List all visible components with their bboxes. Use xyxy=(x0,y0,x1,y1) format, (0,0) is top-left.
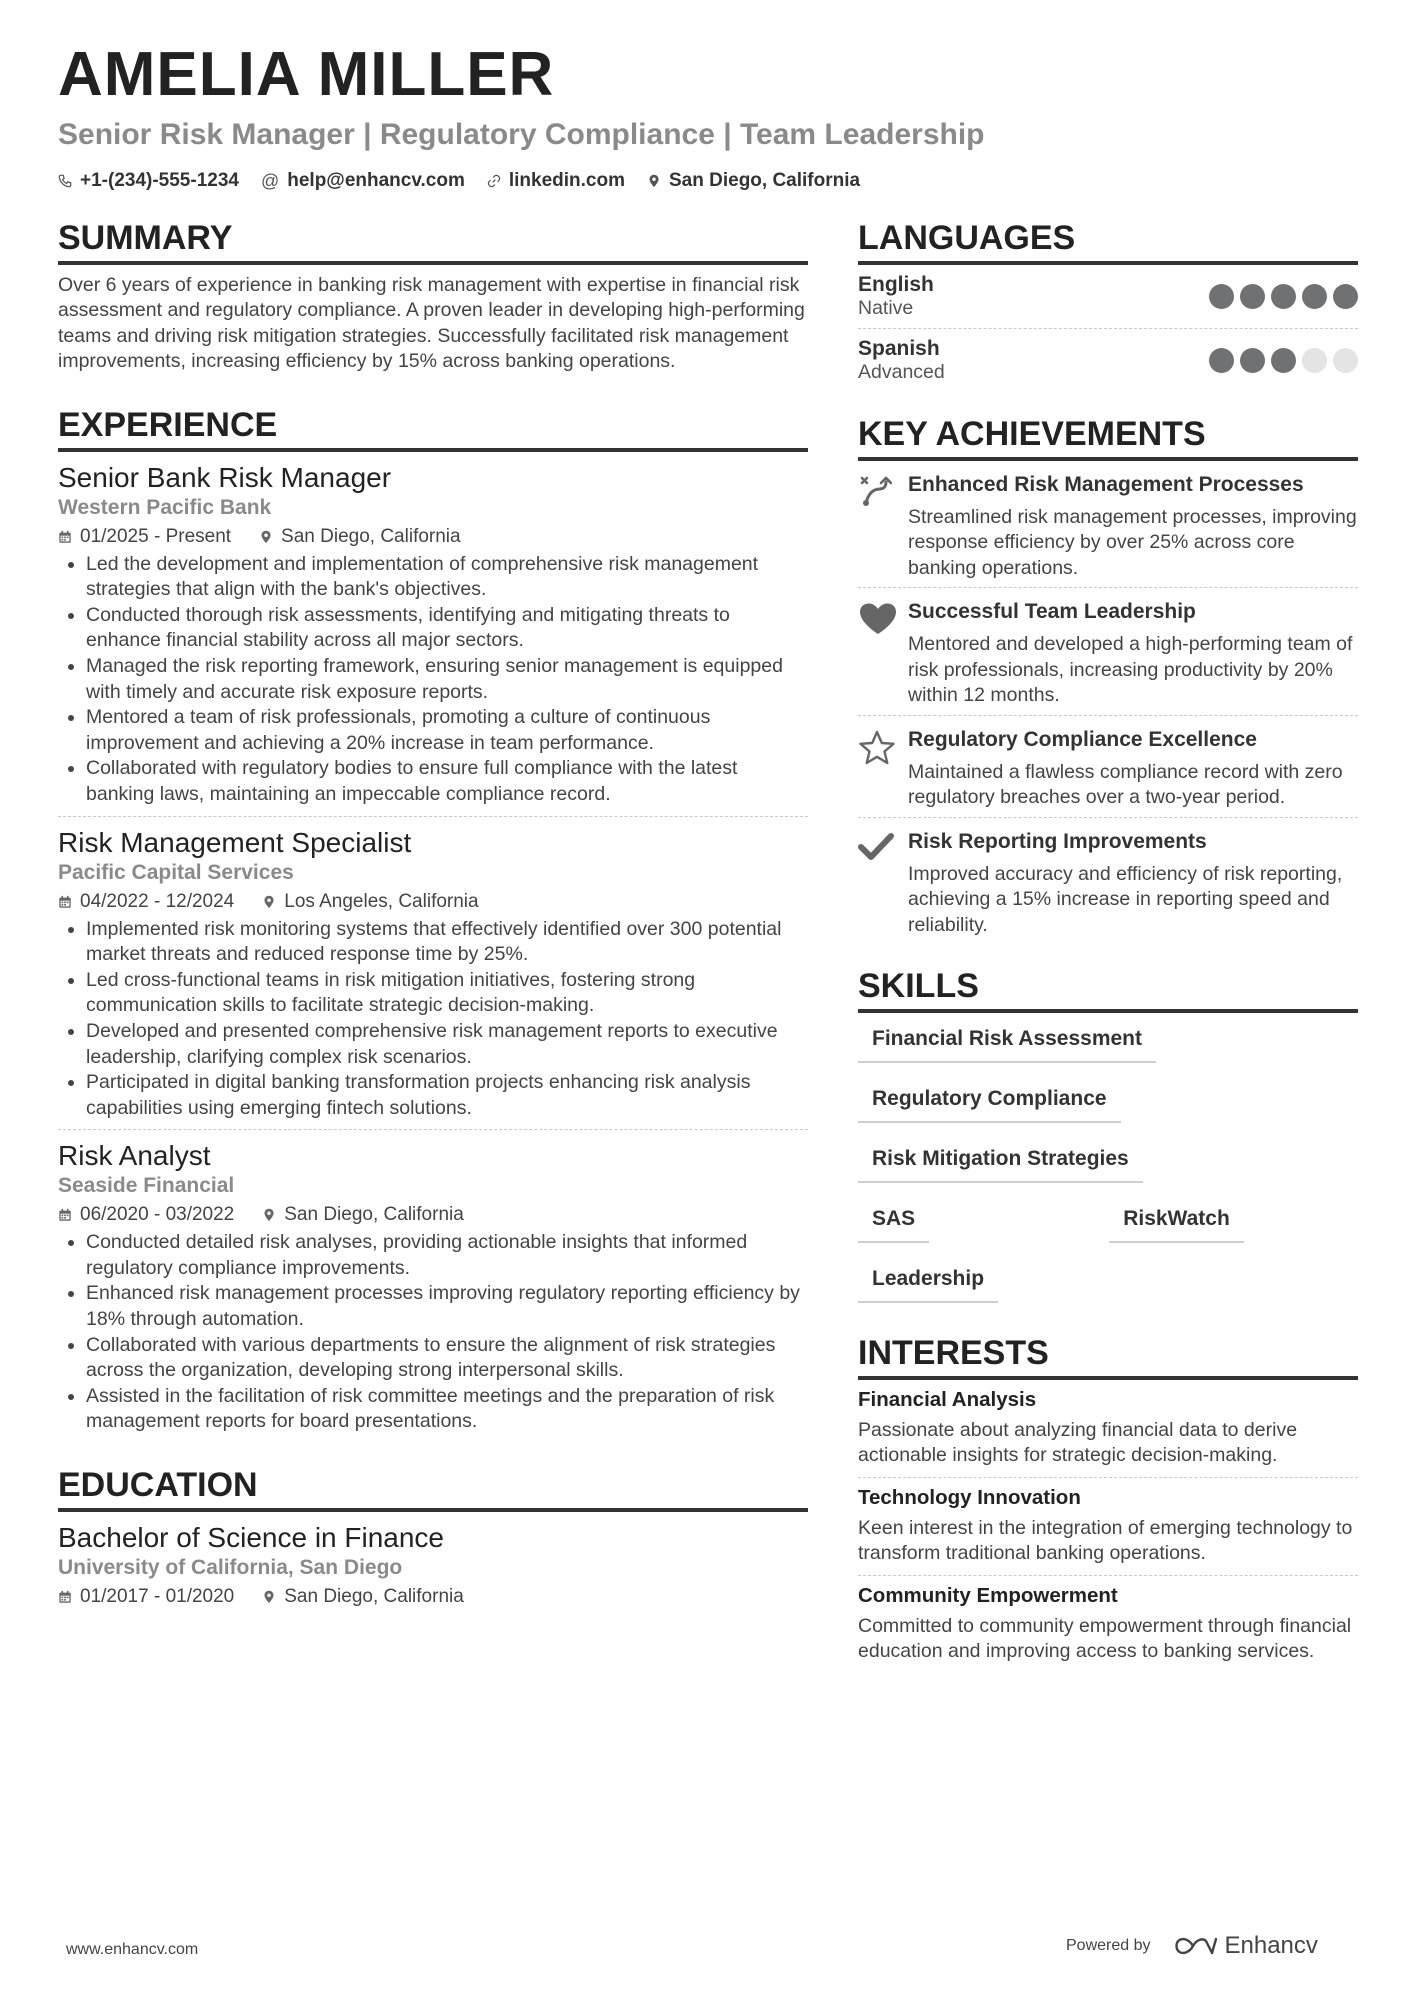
achievement-desc: Maintained a flawless compliance record with zero regulatory breaches over a two-year period. xyxy=(908,760,1343,809)
job-location-text: Los Angeles, California xyxy=(284,890,479,912)
right-column xyxy=(858,218,1358,1695)
bullet: • Participated in digital banking transformation projects enhancing risk analysis capabilities using emerging fintech solutions. xyxy=(86,1070,808,1121)
experience-section xyxy=(58,405,808,1443)
achievement-item xyxy=(858,716,1358,818)
job-meta xyxy=(58,1204,808,1226)
job-bullets xyxy=(58,917,808,1122)
job-location xyxy=(262,1204,464,1226)
heart-icon xyxy=(858,602,898,636)
job-dates-text: 06/2020 - 03/2022 xyxy=(80,1204,235,1226)
summary-text: Over 6 years of experience in banking risk management with expertise in financial risk assessment and regulatory compliance. A proven leader in developing high-performing teams and driving risk mitigation strategies. Successfully facilitated risk management improvements, increasing efficiency by 15% across banking operations. xyxy=(58,273,805,373)
job-company: Pacific Capital Services xyxy=(58,860,294,884)
interest-title: Community Empowerment xyxy=(858,1583,1118,1607)
powered-by-label: Powered by xyxy=(1066,1937,1151,1954)
summary-section xyxy=(58,218,808,375)
calendar-icon xyxy=(58,1590,72,1604)
bullet: • Managed the risk reporting framework, ensuring senior management is equipped with timely and accurate risk exposure reports. xyxy=(86,654,808,705)
job-dates-text: 01/2025 - Present xyxy=(80,525,232,547)
job-entry xyxy=(58,817,808,1131)
skill-tag: Risk Mitigation Strategies xyxy=(858,1147,1143,1183)
skill-tag: Financial Risk Assessment xyxy=(858,1027,1156,1063)
route-icon xyxy=(858,475,892,507)
skills-section xyxy=(858,966,1358,1303)
brand-name: Enhancv xyxy=(1224,1932,1318,1959)
interest-desc: Passionate about analyzing financial data to derive actionable insights for strategic decision-making. xyxy=(858,1418,1298,1467)
job-title: Senior Bank Risk Manager xyxy=(58,461,392,493)
achievement-title: Successful Team Leadership xyxy=(908,600,1196,624)
skill-tag: Regulatory Compliance xyxy=(858,1087,1121,1123)
achievement-item xyxy=(858,461,1358,589)
school: University of California, San Diego xyxy=(58,1555,403,1579)
skill-tag: RiskWatch xyxy=(1109,1207,1244,1243)
language-item xyxy=(858,329,1358,392)
interest-item xyxy=(858,1478,1358,1576)
job-title: Risk Management Specialist xyxy=(58,826,412,858)
skill-tag: Leadership xyxy=(858,1267,998,1303)
location-text: San Diego, California xyxy=(669,170,861,191)
language-rating xyxy=(1209,348,1358,373)
job-bullets xyxy=(58,552,808,808)
bullet: • Assisted in the facilitation of risk committee meetings and the preparation of risk management reports for board presentations. xyxy=(86,1384,808,1435)
education-meta xyxy=(58,1586,808,1608)
contact-bar xyxy=(58,170,860,192)
bullet: • Conducted detailed risk analyses, providing actionable insights that informed regulatory compliance improvements. xyxy=(86,1230,808,1281)
education-location-text: San Diego, California xyxy=(284,1585,464,1607)
contact-location xyxy=(647,170,860,192)
achievement-item xyxy=(858,818,1358,945)
skills-title: SKILLS xyxy=(858,966,1358,1013)
education-dates-text: 01/2017 - 01/2020 xyxy=(80,1585,235,1607)
rating-dot xyxy=(1271,348,1296,373)
bullet: • Mentored a team of risk professionals, promoting a culture of continuous improvement and achieving a 20% increase in team performance. xyxy=(86,705,808,756)
interest-item xyxy=(858,1576,1358,1673)
job-title: Risk Analyst xyxy=(58,1140,211,1172)
left-column xyxy=(58,218,808,1642)
rating-dot xyxy=(1240,348,1265,373)
link-icon xyxy=(487,174,501,188)
job-company: Seaside Financial xyxy=(58,1174,235,1198)
location-pin-icon xyxy=(262,1208,276,1222)
achievement-title: Regulatory Compliance Excellence xyxy=(908,727,1257,751)
job-company: Western Pacific Bank xyxy=(58,495,272,519)
job-dates xyxy=(58,526,231,548)
interest-desc: Committed to community empowerment through financial education and improving access to banking services. xyxy=(858,1614,1352,1663)
at-icon: @ xyxy=(260,170,280,191)
rating-dot xyxy=(1209,284,1234,309)
rating-dot xyxy=(1333,284,1358,309)
job-dates xyxy=(58,891,234,913)
bullet: • Collaborated with regulatory bodies to ensure full compliance with the latest banking laws, maintaining an impeccable compliance record. xyxy=(86,756,808,807)
interests-section xyxy=(858,1333,1358,1673)
candidate-name: AMELIA MILLER xyxy=(58,40,555,109)
achievements-section xyxy=(858,414,1358,944)
skills-list xyxy=(858,1013,1358,1303)
job-location-text: San Diego, California xyxy=(284,1204,464,1226)
achievement-title: Risk Reporting Improvements xyxy=(908,829,1207,853)
job-location-text: San Diego, California xyxy=(281,525,461,547)
skill-tag: SAS xyxy=(858,1207,929,1243)
bullet: • Conducted thorough risk assessments, identifying and mitigating threats to enhance financial stability across all major sectors. xyxy=(86,603,808,654)
location-pin-icon xyxy=(647,174,661,188)
interest-title: Technology Innovation xyxy=(858,1485,1081,1509)
contact-linkedin[interactable] xyxy=(487,170,625,192)
education-section xyxy=(58,1465,808,1620)
rating-dot xyxy=(1302,284,1327,309)
location-pin-icon xyxy=(262,1590,276,1604)
rating-dot xyxy=(1302,348,1327,373)
job-dates xyxy=(58,1204,234,1226)
location-pin-icon xyxy=(259,530,273,544)
contact-email[interactable] xyxy=(261,170,465,192)
bullet: • Collaborated with various departments to ensure the alignment of risk strategies across the organization, developing strong interpersonal skills. xyxy=(86,1333,808,1384)
star-icon xyxy=(858,730,896,766)
rating-dot xyxy=(1209,348,1234,373)
headline: Senior Risk Manager | Regulatory Compliance | Team Leadership xyxy=(58,118,985,151)
enhancv-logo-icon xyxy=(1173,1935,1217,1957)
interest-item xyxy=(858,1380,1358,1478)
calendar-icon xyxy=(58,530,72,544)
calendar-icon xyxy=(58,1208,72,1222)
interests-title: INTERESTS xyxy=(858,1333,1358,1380)
education-dates xyxy=(58,1586,234,1608)
rating-dot xyxy=(1271,284,1296,309)
language-rating xyxy=(1209,284,1358,309)
bullet: • Implemented risk monitoring systems that effectively identified over 300 potential market threats and reduced response time by 25%. xyxy=(86,917,808,968)
language-name: Spanish xyxy=(858,336,940,360)
bullet: • Enhanced risk management processes improving regulatory reporting efficiency by 18% through automation. xyxy=(86,1281,808,1332)
job-location xyxy=(259,526,461,548)
job-entry xyxy=(58,1130,808,1443)
contact-phone[interactable] xyxy=(58,170,239,192)
bullet: • Led cross-functional teams in risk mitigation initiatives, fostering strong communication skills to facilitate strategic decision-making. xyxy=(86,968,808,1019)
location-pin-icon xyxy=(262,895,276,909)
calendar-icon xyxy=(58,895,72,909)
interest-title: Financial Analysis xyxy=(858,1387,1037,1411)
brand-logo[interactable] xyxy=(1173,1932,1318,1960)
summary-title: SUMMARY xyxy=(58,218,808,265)
education-location xyxy=(262,1586,464,1608)
job-meta xyxy=(58,526,808,548)
language-level: Advanced xyxy=(858,360,945,383)
job-entry xyxy=(58,452,808,817)
achievements-title: KEY ACHIEVEMENTS xyxy=(858,414,1358,461)
job-meta xyxy=(58,891,808,913)
languages-section xyxy=(858,218,1358,392)
bullet: • Led the development and implementation of comprehensive risk management strategies that align with the bank's objectives. xyxy=(86,552,808,603)
job-dates-text: 04/2022 - 12/2024 xyxy=(80,890,235,912)
phone-text: +1-(234)-555-1234 xyxy=(80,170,239,191)
linkedin-text: linkedin.com xyxy=(508,170,625,191)
footer-website[interactable]: www.enhancv.com xyxy=(66,1941,199,1958)
interest-desc: Keen interest in the integration of emerging technology to transform traditional banking operations. xyxy=(858,1516,1353,1565)
language-name: English xyxy=(858,272,934,296)
experience-title: EXPERIENCE xyxy=(58,405,808,452)
footer-branding xyxy=(1066,1932,1318,1960)
education-entry xyxy=(58,1512,808,1620)
bullet: • Developed and presented comprehensive risk management reports to executive leadership, clarifying complex risk scenarios. xyxy=(86,1019,808,1070)
degree: Bachelor of Science in Finance xyxy=(58,1521,444,1553)
education-title: EDUCATION xyxy=(58,1465,808,1512)
languages-title: LANGUAGES xyxy=(858,218,1358,265)
job-location xyxy=(262,891,478,913)
rating-dot xyxy=(1333,348,1358,373)
phone-icon xyxy=(58,174,72,188)
email-text: help@enhancv.com xyxy=(287,170,465,191)
language-item xyxy=(858,265,1358,329)
job-bullets xyxy=(58,1230,808,1435)
rating-dot xyxy=(1240,284,1265,309)
language-level: Native xyxy=(858,296,914,319)
achievement-desc: Streamlined risk management processes, improving response efficiency by over 25% across core banking operations. xyxy=(908,505,1357,579)
check-icon xyxy=(858,832,894,862)
achievement-title: Enhanced Risk Management Processes xyxy=(908,472,1304,496)
achievement-item xyxy=(858,588,1358,716)
achievement-desc: Improved accuracy and efficiency of risk reporting, achieving a 15% increase in reporting speed and reliability. xyxy=(908,862,1343,936)
achievement-desc: Mentored and developed a high-performing team of risk professionals, increasing productivity by 20% within 12 months. xyxy=(908,633,1353,707)
